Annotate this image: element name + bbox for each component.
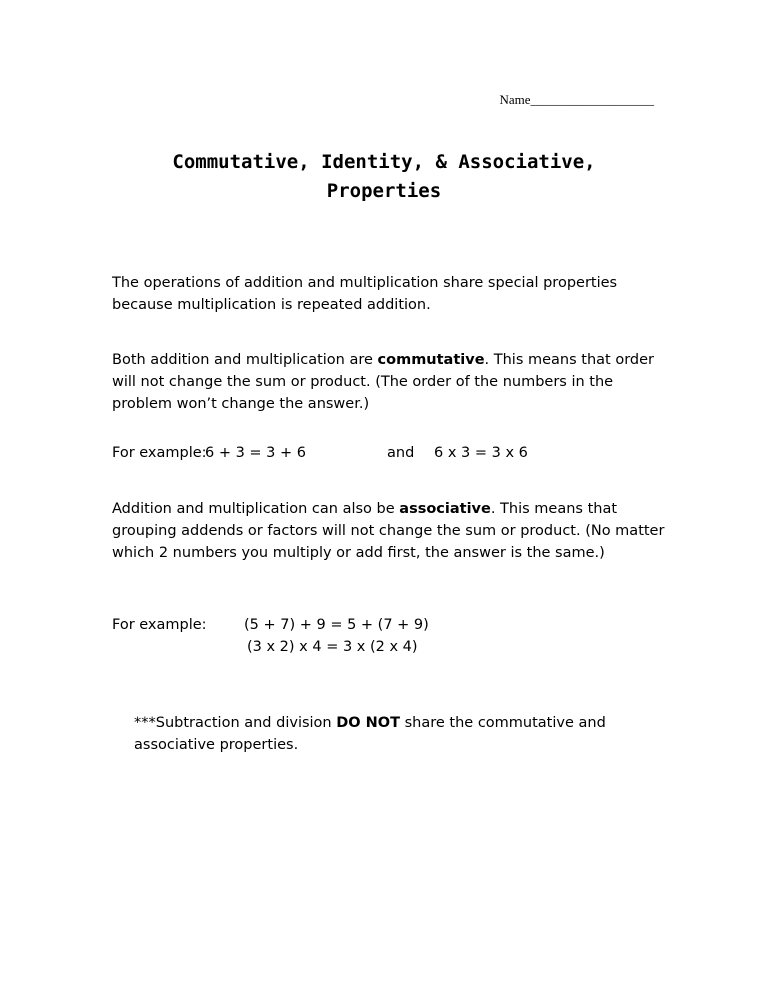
commutative-text-start: Both addition and multiplication are — [112, 352, 378, 368]
note-prefix: ***Subtraction and division — [134, 715, 337, 731]
name-blank-line: ___________________ — [530, 92, 654, 107]
example-label: For example: — [112, 617, 207, 633]
commutative-text-end: . This means that order will not change the sum or product. (The order of the numbers in the problem won’t change the answer.) — [112, 352, 655, 412]
note-suffix: share the commutative and associative properties. — [134, 715, 606, 753]
associative-term: associative — [399, 501, 491, 517]
associative-text-end: . This means that grouping addends or factors will not change the sum or product. (No matter which 2 numbers you multiply or add first, the answer is the same.) — [112, 501, 665, 561]
name-label: Name — [499, 92, 531, 107]
associative-multiplication-equation: (3 x 2) x 4 = 3 x (2 x 4) — [247, 639, 418, 655]
note-emphasis: DO NOT — [336, 715, 400, 731]
associative-equations — [244, 614, 429, 658]
associative-addition-equation: (5 + 7) + 9 = 5 + (7 + 9) — [244, 617, 429, 633]
title-line-1: Commutative, Identity, & Associative, — [172, 151, 596, 173]
intro-paragraph: The operations of addition and multiplication share special properties because multiplication is repeated addition. — [112, 275, 618, 313]
commutative-addition-equation: 6 + 3 = 3 + 6 — [205, 445, 307, 461]
associative-paragraph — [112, 498, 672, 564]
subtraction-division-note — [134, 712, 674, 756]
name-field — [499, 91, 654, 109]
title-line-2: Properties — [326, 180, 442, 202]
page-title — [0, 148, 768, 206]
commutative-multiplication-equation: 6 x 3 = 3 x 6 — [434, 445, 528, 461]
commutative-paragraph — [112, 349, 672, 415]
example-connector: and — [387, 445, 415, 461]
commutative-term: commutative — [377, 352, 485, 368]
associative-text-start: Addition and multiplication can also be — [112, 501, 400, 517]
example-label: For example: — [112, 445, 207, 461]
